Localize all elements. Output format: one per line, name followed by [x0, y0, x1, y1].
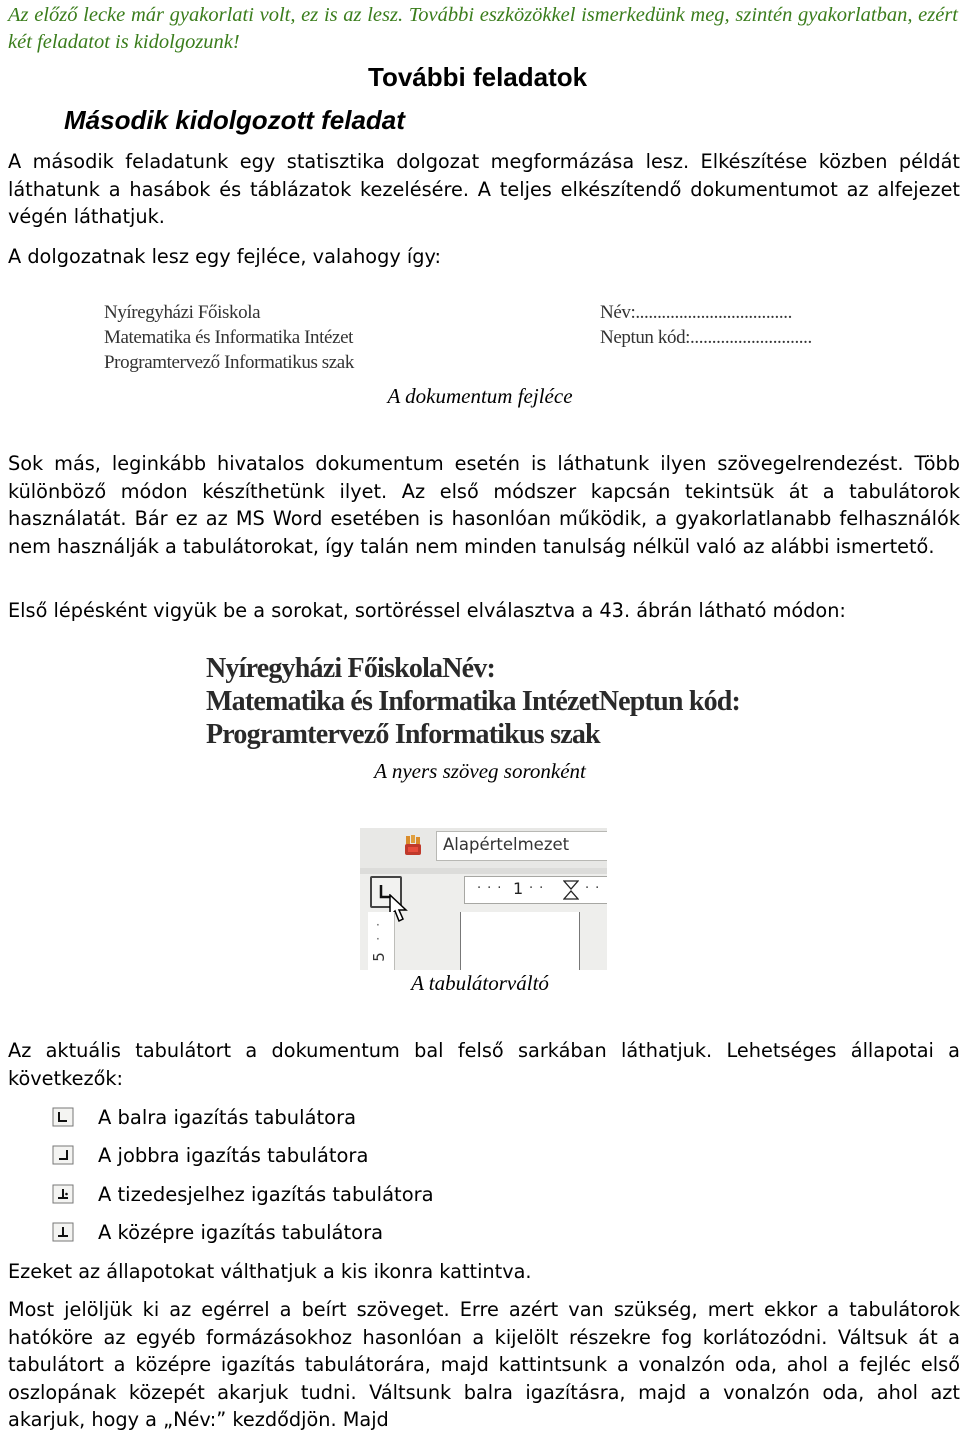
list-item-label: A balra igazítás tabulátora [98, 1105, 357, 1129]
figure-caption: A nyers szöveg soronként [374, 759, 586, 783]
list-item [52, 1216, 383, 1248]
paragraph-7: Most jelöljük ki az egérrel a beírt szöveget. Erre azért van szükség, mert ekkor a tabulátorok hatóköre az egyéb formázásokhoz hasonlóan a kijelölt részekre fog korlátozódni. Váltsuk át a tabulátort a középre igazítás tabulátorára, majd kattintsunk a vonalzón oda, ahol a fejléc első oszlopának közepét akarjuk tudni. Váltsunk balra igazításra, majd a vonalzón oda, ahol azt akarjuk, hogy a „Név:” kezdődjön. Majd [8, 1298, 960, 1431]
figure-line: Név:.................................... [600, 302, 792, 323]
style-select-value: Alapértelmezet [443, 835, 570, 854]
intro-text: Az előző lecke már gyakorlati volt, ez is az lesz. További eszközökkel ismerkedünk meg, szintén gyakorlatban, ezért két feladatot is kidolgozunk! [8, 4, 958, 53]
paragraph-6: Ezeket az állapotokat válthatjuk a kis ikonra kattintva. [8, 1260, 532, 1283]
subsection-heading: Második kidolgozott feladat [64, 105, 405, 135]
vertical-ruler-number: 5 [369, 952, 388, 962]
list-item-label: A jobbra igazítás tabulátora [98, 1143, 369, 1167]
indent-marker-icon[interactable] [563, 880, 579, 900]
ruler-number: 1 [513, 879, 524, 898]
decimal-tab-icon [52, 1184, 74, 1204]
figure-raw-text [206, 652, 740, 751]
paragraph-5: Az aktuális tabulátort a dokumentum bal felső sarkában láthatjuk. Lehetséges állapotai a következők: [8, 1039, 960, 1090]
list-item [52, 1139, 368, 1171]
style-select[interactable] [436, 831, 607, 861]
tab-switcher-screenshot [360, 828, 607, 970]
list-item [52, 1101, 356, 1133]
list-item [52, 1178, 434, 1210]
toolbar [360, 828, 607, 869]
figure-line: Nyíregyházi FőiskolaNév: [206, 653, 496, 684]
paragraph-1: A második feladatunk egy statisztika dolgozat megformázása lesz. Elkészítése közben példát láthatunk a hasábok és táblázatok kezelésére. A teljes elkészítendő dokumentumot az alfejezet végén láthatjuk. [8, 150, 960, 228]
figure-line: Matematika és Informatika IntézetNeptun kód: [206, 686, 741, 717]
paragraph-3: Sok más, leginkább hivatalos dokumentum esetén is láthatunk ilyen szövegelrendezést. Több különböző módon készíthetünk ilyet. Az első módszer kapcsán tekintsük át a tabulátorok használatát. Bár ez az MS Word esetében is hasonlóan működik, a gyakorlatlanabb felhasználók nem használják a tabulátorokat, így talán nem minden tanulság nélkül való az alábbi ismertető. [8, 452, 960, 558]
figure-line: Nyíregyházi Főiskola [104, 302, 261, 323]
list-item-label: A középre igazítás tabulátora [98, 1220, 384, 1244]
left-tab-icon [52, 1107, 74, 1127]
list-item-label: A tizedesjelhez igazítás tabulátora [98, 1182, 434, 1206]
figure-caption: A tabulátorváltó [411, 971, 549, 995]
center-tab-icon [52, 1222, 74, 1242]
figure-line: Matematika és Informatika Intézet [104, 327, 353, 348]
figure-line: Neptun kód:............................ [600, 327, 812, 348]
figure-caption: A dokumentum fejléce [387, 384, 573, 408]
figure-line: Programtervező Informatikus szak [104, 352, 354, 373]
vertical-ruler: · · 5 [368, 912, 395, 970]
right-tab-icon [52, 1145, 74, 1165]
page-area [460, 912, 580, 970]
paragraph-2: A dolgozatnak lesz egy fejléce, valahogy így: [8, 245, 441, 268]
brush-icon[interactable] [402, 834, 424, 858]
paragraph-4: Első lépésként vigyük be a sorokat, sortöréssel elválasztva a 43. ábrán látható módon: [8, 599, 846, 622]
figure-header-right [600, 300, 812, 350]
section-heading: További feladatok [368, 62, 588, 92]
figure-header-left [104, 300, 354, 375]
ruler[interactable]: ··· 1 ·· ·· [464, 876, 607, 904]
figure-line: Programtervező Informatikus szak [206, 719, 600, 750]
